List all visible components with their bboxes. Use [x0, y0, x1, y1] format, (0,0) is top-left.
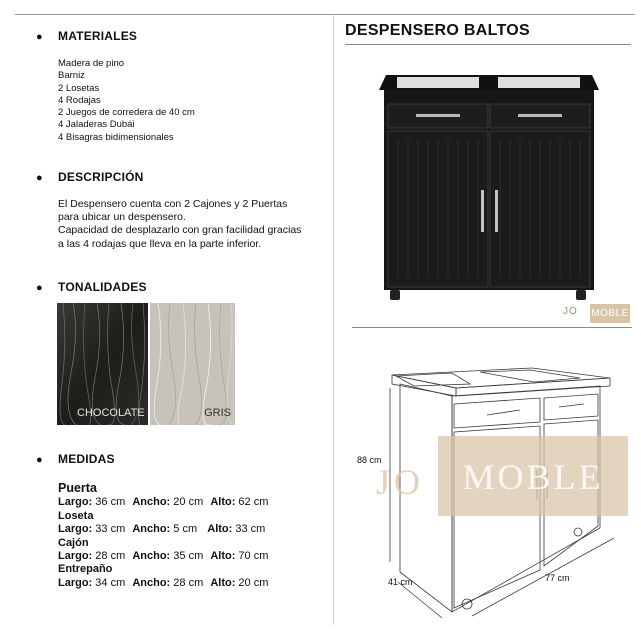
dimension-height: 88 cm [357, 455, 382, 465]
bullet-icon: ● [36, 454, 43, 466]
photo-divider [352, 327, 632, 328]
watermark-jo: JO [376, 462, 425, 502]
cabinet-photo [372, 70, 606, 304]
column-divider [333, 15, 334, 625]
row-name: Loseta [58, 509, 94, 522]
table-row: Largo: 28 cm Ancho: 35 cm Alto: 70 cm [58, 550, 269, 563]
descripcion-text: El Despensero cuenta con 2 Cajones y 2 Puertas para ubicar un despensero. Capacidad de desplazarlo con gran facilidad gracias a las 4 rodajas que lleva en la parte inferior. [58, 198, 302, 250]
swatch-label: GRIS [204, 407, 231, 419]
bullet-icon: ● [36, 282, 43, 294]
list-item: 2 Juegos de corredera de 40 cm [58, 107, 195, 119]
swatch-chocolate[interactable] [57, 303, 148, 425]
product-title: DESPENSERO BALTOS [345, 22, 530, 39]
table-row: Largo: 33 cm Ancho: 5 cm Alto: 33 cm [58, 523, 266, 536]
medidas-heading: ● MEDIDAS [36, 452, 115, 466]
materiales-list [58, 58, 195, 144]
materiales-heading: ● MATERIALES [36, 29, 138, 43]
list-item: 4 Rodajas [58, 94, 101, 106]
swatch-gris[interactable] [150, 303, 235, 425]
dimension-width: 77 cm [545, 573, 570, 583]
swatch-label: CHOCOLATE [77, 407, 145, 419]
table-row: Largo: 34 cm Ancho: 28 cm Alto: 20 cm [58, 576, 269, 589]
descripcion-heading: ● DESCRIPCIÓN [36, 170, 144, 184]
list-item: 4 Bisagras bidimensionales [58, 131, 174, 143]
medidas-title: Puerta [58, 481, 97, 495]
medidas-table [58, 482, 272, 590]
row-name: Entrepaño [58, 563, 113, 576]
bullet-icon: ● [36, 31, 43, 43]
row-name: Cajón [58, 536, 89, 549]
brand-logo-small: JO MOBLE [590, 304, 630, 324]
watermark-moble: MOBLE [462, 457, 604, 497]
list-item: Madera de pino [58, 58, 125, 69]
title-divider [345, 44, 631, 45]
tonalidades-heading: ● TONALIDADES [36, 280, 147, 294]
table-row: Largo: 36 cm Ancho: 20 cm Alto: 62 cm [58, 496, 269, 509]
dimension-depth: 41 cm [388, 577, 413, 587]
list-item: Barniz [58, 70, 85, 82]
list-item: 4 Jaladeras Dubái [58, 119, 135, 131]
list-item: 2 Losetas [58, 82, 100, 94]
top-divider [15, 14, 635, 15]
bullet-icon: ● [36, 172, 43, 184]
